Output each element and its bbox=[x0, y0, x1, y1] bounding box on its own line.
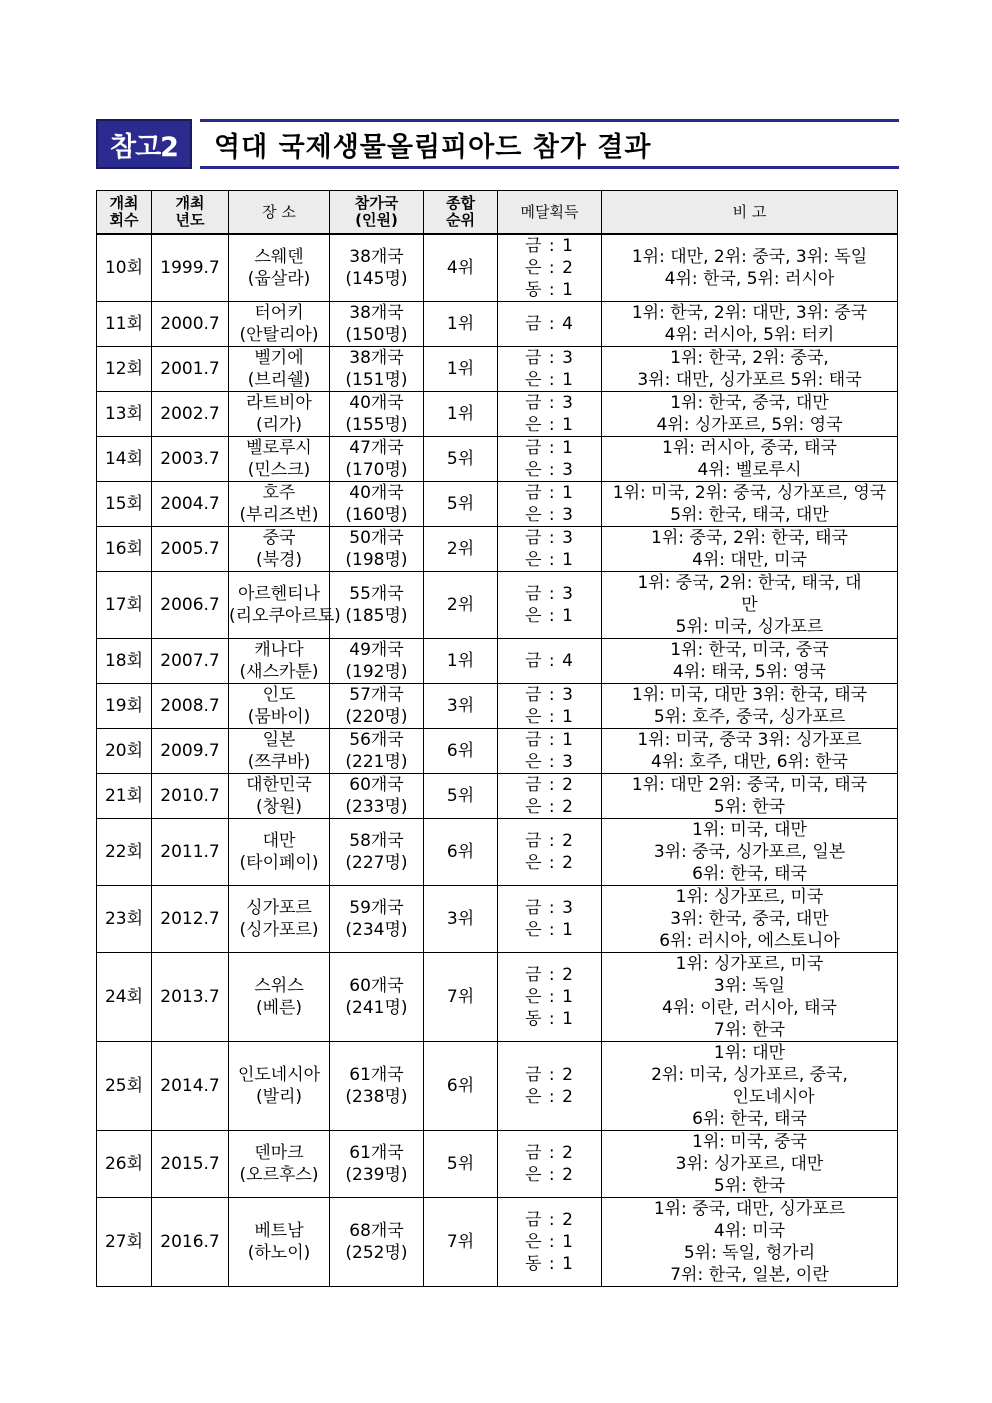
medals-cell: 금 : 3 은 : 1 bbox=[498, 886, 602, 953]
col-header-medals: 메달획득 bbox=[498, 191, 602, 235]
round-cell: 11회 bbox=[97, 302, 152, 347]
year-cell: 2002.7 bbox=[152, 392, 229, 437]
place-cell: 일본 (쯔쿠바) bbox=[229, 729, 330, 774]
table-row bbox=[97, 1198, 898, 1287]
place-cell: 벨로루시 (민스크) bbox=[229, 437, 330, 482]
note-cell: 1위: 중국, 2위: 한국, 태국 4위: 대만, 미국 bbox=[602, 527, 898, 572]
countries-cell: 57개국 (220명) bbox=[330, 684, 424, 729]
col-header-rank: 종합 순위 bbox=[424, 191, 498, 235]
table-row bbox=[97, 302, 898, 347]
rank-cell: 6위 bbox=[424, 1042, 498, 1131]
countries-cell: 50개국 (198명) bbox=[330, 527, 424, 572]
year-cell: 2013.7 bbox=[152, 953, 229, 1042]
place-cell: 싱가포르 (싱가포르) bbox=[229, 886, 330, 953]
place-cell: 캐나다 (새스카툰) bbox=[229, 639, 330, 684]
table-row bbox=[97, 639, 898, 684]
place-cell: 대만 (타이페이) bbox=[229, 819, 330, 886]
medals-cell: 금 : 2 은 : 1 동 : 1 bbox=[498, 953, 602, 1042]
rank-cell: 5위 bbox=[424, 482, 498, 527]
table-row bbox=[97, 819, 898, 886]
medals-cell: 금 : 1 은 : 3 bbox=[498, 729, 602, 774]
medals-cell: 금 : 1 은 : 3 bbox=[498, 482, 602, 527]
note-cell: 1위: 한국, 2위: 대만, 3위: 중국 4위: 러시아, 5위: 터키 bbox=[602, 302, 898, 347]
medals-cell: 금 : 3 은 : 1 bbox=[498, 684, 602, 729]
rank-cell: 1위 bbox=[424, 639, 498, 684]
note-cell: 1위: 미국, 대만 3위: 한국, 태국 5위: 호주, 중국, 싱가포르 bbox=[602, 684, 898, 729]
year-cell: 2003.7 bbox=[152, 437, 229, 482]
note-cell: 1위: 싱가포르, 미국 3위: 독일 4위: 이란, 러시아, 태국 7위: 한국 bbox=[602, 953, 898, 1042]
countries-cell: 49개국 (192명) bbox=[330, 639, 424, 684]
note-cell: 1위: 러시아, 중국, 태국 4위: 벨로루시 bbox=[602, 437, 898, 482]
countries-cell: 61개국 (238명) bbox=[330, 1042, 424, 1131]
table-row bbox=[97, 953, 898, 1042]
place-cell: 터어키 (안탈리아) bbox=[229, 302, 330, 347]
table-row bbox=[97, 729, 898, 774]
col-header-note: 비 고 bbox=[602, 191, 898, 235]
section-header bbox=[96, 119, 899, 169]
note-cell: 1위: 중국, 2위: 한국, 태국, 대 만 5위: 미국, 싱가포르 bbox=[602, 572, 898, 639]
medals-cell: 금 : 1 은 : 2 동 : 1 bbox=[498, 234, 602, 302]
place-cell: 중국 (북경) bbox=[229, 527, 330, 572]
countries-cell: 58개국 (227명) bbox=[330, 819, 424, 886]
col-header-place: 장 소 bbox=[229, 191, 330, 235]
place-cell: 인도 (뭄바이) bbox=[229, 684, 330, 729]
medals-cell: 금 : 4 bbox=[498, 639, 602, 684]
table-row bbox=[97, 774, 898, 819]
countries-cell: 60개국 (241명) bbox=[330, 953, 424, 1042]
year-cell: 2004.7 bbox=[152, 482, 229, 527]
countries-cell: 59개국 (234명) bbox=[330, 886, 424, 953]
countries-cell: 47개국 (170명) bbox=[330, 437, 424, 482]
table-row bbox=[97, 1131, 898, 1198]
rank-cell: 7위 bbox=[424, 953, 498, 1042]
year-cell: 2001.7 bbox=[152, 347, 229, 392]
round-cell: 25회 bbox=[97, 1042, 152, 1131]
note-cell: 1위: 미국, 2위: 중국, 싱가포르, 영국 5위: 한국, 태국, 대만 bbox=[602, 482, 898, 527]
year-cell: 2014.7 bbox=[152, 1042, 229, 1131]
col-header-year: 개최 년도 bbox=[152, 191, 229, 235]
note-cell: 1위: 중국, 대만, 싱가포르 4위: 미국 5위: 독일, 헝가리 7위: 한국, 일본, 이란 bbox=[602, 1198, 898, 1287]
results-body bbox=[97, 234, 898, 1287]
round-cell: 22회 bbox=[97, 819, 152, 886]
table-row bbox=[97, 482, 898, 527]
rank-cell: 1위 bbox=[424, 392, 498, 437]
medals-cell: 금 : 2 은 : 2 bbox=[498, 819, 602, 886]
place-cell: 라트비아 (리가) bbox=[229, 392, 330, 437]
rank-cell: 2위 bbox=[424, 572, 498, 639]
round-cell: 19회 bbox=[97, 684, 152, 729]
note-cell: 1위: 대만, 2위: 중국, 3위: 독일 4위: 한국, 5위: 러시아 bbox=[602, 234, 898, 302]
year-cell: 2010.7 bbox=[152, 774, 229, 819]
note-cell: 1위: 미국, 중국 3위: 싱가포르, 대만 5위: 한국 bbox=[602, 1131, 898, 1198]
results-table bbox=[96, 190, 898, 1287]
rank-cell: 3위 bbox=[424, 886, 498, 953]
round-cell: 20회 bbox=[97, 729, 152, 774]
round-cell: 12회 bbox=[97, 347, 152, 392]
medals-cell: 금 : 3 은 : 1 bbox=[498, 347, 602, 392]
medals-cell: 금 : 3 은 : 1 bbox=[498, 392, 602, 437]
round-cell: 21회 bbox=[97, 774, 152, 819]
round-cell: 16회 bbox=[97, 527, 152, 572]
year-cell: 2016.7 bbox=[152, 1198, 229, 1287]
rank-cell: 6위 bbox=[424, 729, 498, 774]
year-cell: 2000.7 bbox=[152, 302, 229, 347]
place-cell: 인도네시아 (발리) bbox=[229, 1042, 330, 1131]
table-row bbox=[97, 527, 898, 572]
rank-cell: 1위 bbox=[424, 302, 498, 347]
note-cell: 1위: 미국, 중국 3위: 싱가포르 4위: 호주, 대만, 6위: 한국 bbox=[602, 729, 898, 774]
col-header-round: 개최 회수 bbox=[97, 191, 152, 235]
round-cell: 14회 bbox=[97, 437, 152, 482]
countries-cell: 38개국 (150명) bbox=[330, 302, 424, 347]
year-cell: 2009.7 bbox=[152, 729, 229, 774]
medals-cell: 금 : 1 은 : 3 bbox=[498, 437, 602, 482]
note-cell: 1위: 대만 2위: 중국, 미국, 태국 5위: 한국 bbox=[602, 774, 898, 819]
table-row bbox=[97, 1042, 898, 1131]
rank-cell: 5위 bbox=[424, 1131, 498, 1198]
round-cell: 23회 bbox=[97, 886, 152, 953]
medals-cell: 금 : 2 은 : 2 bbox=[498, 774, 602, 819]
year-cell: 2012.7 bbox=[152, 886, 229, 953]
place-cell: 호주 (부리즈번) bbox=[229, 482, 330, 527]
countries-cell: 68개국 (252명) bbox=[330, 1198, 424, 1287]
place-cell: 스위스 (베른) bbox=[229, 953, 330, 1042]
table-row bbox=[97, 437, 898, 482]
medals-cell: 금 : 4 bbox=[498, 302, 602, 347]
header-row bbox=[97, 191, 898, 235]
medals-cell: 금 : 2 은 : 1 동 : 1 bbox=[498, 1198, 602, 1287]
year-cell: 2007.7 bbox=[152, 639, 229, 684]
rank-cell: 5위 bbox=[424, 774, 498, 819]
reference-badge: 참고2 bbox=[96, 119, 192, 169]
round-cell: 24회 bbox=[97, 953, 152, 1042]
rank-cell: 1위 bbox=[424, 347, 498, 392]
rank-cell: 6위 bbox=[424, 819, 498, 886]
title-box bbox=[200, 119, 899, 169]
round-cell: 18회 bbox=[97, 639, 152, 684]
year-cell: 2008.7 bbox=[152, 684, 229, 729]
table-row bbox=[97, 684, 898, 729]
round-cell: 17회 bbox=[97, 572, 152, 639]
note-cell: 1위: 싱가포르, 미국 3위: 한국, 중국, 대만 6위: 러시아, 에스토니아 bbox=[602, 886, 898, 953]
round-cell: 26회 bbox=[97, 1131, 152, 1198]
table-row bbox=[97, 886, 898, 953]
round-cell: 15회 bbox=[97, 482, 152, 527]
rank-cell: 7위 bbox=[424, 1198, 498, 1287]
round-cell: 27회 bbox=[97, 1198, 152, 1287]
place-cell: 스웨덴 (웁살라) bbox=[229, 234, 330, 302]
countries-cell: 40개국 (155명) bbox=[330, 392, 424, 437]
place-cell: 베트남 (하노이) bbox=[229, 1198, 330, 1287]
year-cell: 2005.7 bbox=[152, 527, 229, 572]
rank-cell: 4위 bbox=[424, 234, 498, 302]
place-cell: 벨기에 (브리쉘) bbox=[229, 347, 330, 392]
table-row bbox=[97, 572, 898, 639]
year-cell: 1999.7 bbox=[152, 234, 229, 302]
rank-cell: 3위 bbox=[424, 684, 498, 729]
rank-cell: 5위 bbox=[424, 437, 498, 482]
medals-cell: 금 : 2 은 : 2 bbox=[498, 1131, 602, 1198]
note-cell: 1위: 한국, 미국, 중국 4위: 태국, 5위: 영국 bbox=[602, 639, 898, 684]
table-row bbox=[97, 347, 898, 392]
countries-cell: 38개국 (151명) bbox=[330, 347, 424, 392]
countries-cell: 40개국 (160명) bbox=[330, 482, 424, 527]
page-title: 역대 국제생물올림피아드 참가 결과 bbox=[214, 131, 652, 163]
place-cell: 대한민국 (창원) bbox=[229, 774, 330, 819]
year-cell: 2006.7 bbox=[152, 572, 229, 639]
year-cell: 2011.7 bbox=[152, 819, 229, 886]
table-row bbox=[97, 234, 898, 302]
medals-cell: 금 : 3 은 : 1 bbox=[498, 572, 602, 639]
countries-cell: 61개국 (239명) bbox=[330, 1131, 424, 1198]
medals-cell: 금 : 3 은 : 1 bbox=[498, 527, 602, 572]
note-cell: 1위: 대만 2위: 미국, 싱가포르, 중국, 인도네시아 6위: 한국, 태국 bbox=[602, 1042, 898, 1131]
place-cell: 덴마크 (오르후스) bbox=[229, 1131, 330, 1198]
countries-cell: 56개국 (221명) bbox=[330, 729, 424, 774]
round-cell: 13회 bbox=[97, 392, 152, 437]
table-row bbox=[97, 392, 898, 437]
countries-cell: 60개국 (233명) bbox=[330, 774, 424, 819]
medals-cell: 금 : 2 은 : 2 bbox=[498, 1042, 602, 1131]
place-cell: 아르헨티나 (리오쿠아르토) bbox=[229, 572, 330, 639]
rank-cell: 2위 bbox=[424, 527, 498, 572]
year-cell: 2015.7 bbox=[152, 1131, 229, 1198]
note-cell: 1위: 미국, 대만 3위: 중국, 싱가포르, 일본 6위: 한국, 태국 bbox=[602, 819, 898, 886]
note-cell: 1위: 한국, 중국, 대만 4위: 싱가포르, 5위: 영국 bbox=[602, 392, 898, 437]
countries-cell: 38개국 (145명) bbox=[330, 234, 424, 302]
note-cell: 1위: 한국, 2위: 중국, 3위: 대만, 싱가포르 5위: 태국 bbox=[602, 347, 898, 392]
col-header-countries: 참가국 (인원) bbox=[330, 191, 424, 235]
countries-cell: 55개국 (185명) bbox=[330, 572, 424, 639]
round-cell: 10회 bbox=[97, 234, 152, 302]
